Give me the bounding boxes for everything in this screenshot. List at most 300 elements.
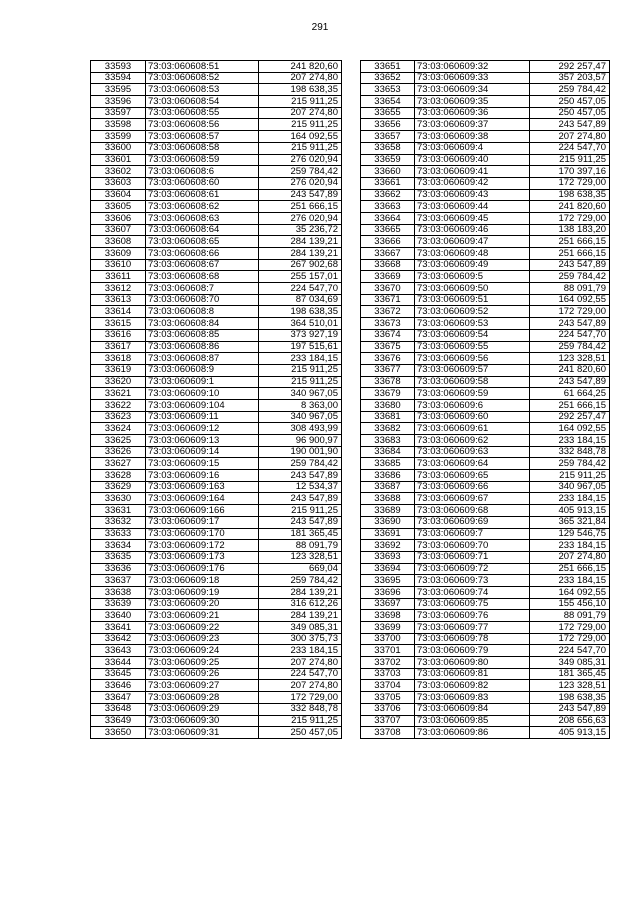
row-number-cell: 33610 (91, 259, 146, 271)
value-cell: 251 666,15 (259, 201, 342, 213)
value-cell: 181 365,45 (259, 528, 342, 540)
row-number-cell: 33603 (91, 177, 146, 189)
table-row (361, 353, 610, 365)
cadastral-number-cell: 73:03:060608:54 (146, 96, 259, 108)
cadastral-number-cell: 73:03:060609:173 (146, 551, 259, 563)
value-cell: 233 184,15 (259, 645, 342, 657)
value-cell: 365 321,84 (530, 516, 610, 528)
table-row (91, 516, 342, 528)
table-row (91, 212, 342, 224)
value-cell: 233 184,15 (530, 435, 610, 447)
cadastral-number-cell: 73:03:060609:12 (146, 423, 259, 435)
cadastral-number-cell: 73:03:060609:29 (146, 703, 259, 715)
table-row (91, 271, 342, 283)
value-cell: 259 784,42 (530, 271, 610, 283)
cadastral-number-cell: 73:03:060608:70 (146, 294, 259, 306)
value-cell: 164 092,55 (259, 131, 342, 143)
value-cell: 243 547,89 (259, 189, 342, 201)
table-row (91, 107, 342, 119)
value-cell: 215 911,25 (259, 119, 342, 131)
table-row (361, 481, 610, 493)
cadastral-number-cell: 73:03:060609:86 (415, 727, 530, 739)
table-row (91, 423, 342, 435)
value-cell: 215 911,25 (259, 376, 342, 388)
row-number-cell: 33613 (91, 294, 146, 306)
value-cell: 243 547,89 (530, 703, 610, 715)
table-row (91, 224, 342, 236)
cadastral-number-cell: 73:03:060608:8 (146, 306, 259, 318)
value-cell: 276 020,94 (259, 154, 342, 166)
table-row (361, 341, 610, 353)
row-number-cell: 33609 (91, 248, 146, 260)
value-cell: 349 085,31 (530, 657, 610, 669)
row-number-cell: 33653 (361, 84, 415, 96)
row-number-cell: 33662 (361, 189, 415, 201)
value-cell: 224 547,70 (530, 329, 610, 341)
row-number-cell: 33650 (91, 727, 146, 739)
cadastral-number-cell: 73:03:060609:58 (415, 376, 530, 388)
table-row (361, 598, 610, 610)
table-row (91, 411, 342, 423)
cadastral-number-cell: 73:03:060609:11 (146, 411, 259, 423)
row-number-cell: 33651 (361, 61, 415, 73)
row-number-cell: 33690 (361, 516, 415, 528)
row-number-cell: 33607 (91, 224, 146, 236)
table-row (361, 551, 610, 563)
cadastral-number-cell: 73:03:060609:4 (415, 142, 530, 154)
value-cell: 172 729,00 (530, 177, 610, 189)
row-number-cell: 33661 (361, 177, 415, 189)
cadastral-number-cell: 73:03:060609:82 (415, 680, 530, 692)
value-cell: 170 397,16 (530, 166, 610, 178)
value-cell: 284 139,21 (259, 236, 342, 248)
value-cell: 224 547,70 (259, 283, 342, 295)
cadastral-number-cell: 73:03:060609:83 (415, 692, 530, 704)
table-row (91, 727, 342, 739)
value-cell: 215 911,25 (530, 470, 610, 482)
table-row (361, 376, 610, 388)
value-cell: 123 328,51 (530, 680, 610, 692)
row-number-cell: 33593 (91, 61, 146, 73)
value-cell: 129 546,75 (530, 528, 610, 540)
row-number-cell: 33658 (361, 142, 415, 154)
table-row (91, 446, 342, 458)
table-row (91, 528, 342, 540)
row-number-cell: 33635 (91, 551, 146, 563)
row-number-cell: 33598 (91, 119, 146, 131)
row-number-cell: 33671 (361, 294, 415, 306)
value-cell: 96 900,97 (259, 435, 342, 447)
value-cell: 243 547,89 (530, 376, 610, 388)
table-row (91, 353, 342, 365)
row-number-cell: 33648 (91, 703, 146, 715)
row-number-cell: 33689 (361, 505, 415, 517)
value-cell: 251 666,15 (530, 399, 610, 411)
row-number-cell: 33694 (361, 563, 415, 575)
row-number-cell: 33698 (361, 610, 415, 622)
value-cell: 251 666,15 (530, 248, 610, 260)
cadastral-number-cell: 73:03:060609:176 (146, 563, 259, 575)
cadastral-number-cell: 73:03:060609:73 (415, 575, 530, 587)
value-cell: 172 729,00 (530, 306, 610, 318)
cadastral-number-cell: 73:03:060609:7 (415, 528, 530, 540)
cadastral-number-cell: 73:03:060609:34 (415, 84, 530, 96)
table-row (361, 435, 610, 447)
table-row (91, 563, 342, 575)
row-number-cell: 33644 (91, 657, 146, 669)
table-row (361, 645, 610, 657)
row-number-cell: 33595 (91, 84, 146, 96)
row-number-cell: 33659 (361, 154, 415, 166)
cadastral-number-cell: 73:03:060609:16 (146, 470, 259, 482)
value-cell: 207 274,80 (259, 680, 342, 692)
value-cell: 224 547,70 (530, 645, 610, 657)
table-row (361, 657, 610, 669)
row-number-cell: 33600 (91, 142, 146, 154)
row-number-cell: 33697 (361, 598, 415, 610)
row-number-cell: 33618 (91, 353, 146, 365)
cadastral-number-cell: 73:03:060608:55 (146, 107, 259, 119)
value-cell: 243 547,89 (259, 493, 342, 505)
row-number-cell: 33605 (91, 201, 146, 213)
table-row (91, 306, 342, 318)
row-number-cell: 33674 (361, 329, 415, 341)
cadastral-number-cell: 73:03:060608:86 (146, 341, 259, 353)
value-cell: 308 493,99 (259, 423, 342, 435)
cadastral-number-cell: 73:03:060608:64 (146, 224, 259, 236)
row-number-cell: 33680 (361, 399, 415, 411)
cadastral-number-cell: 73:03:060608:62 (146, 201, 259, 213)
table-row (91, 586, 342, 598)
table-row (91, 142, 342, 154)
value-cell: 349 085,31 (259, 622, 342, 634)
cadastral-number-cell: 73:03:060609:46 (415, 224, 530, 236)
table-row (91, 341, 342, 353)
cadastral-number-cell: 73:03:060608:67 (146, 259, 259, 271)
page-number: 291 (311, 22, 329, 33)
cadastral-number-cell: 73:03:060608:65 (146, 236, 259, 248)
cadastral-number-cell: 73:03:060609:17 (146, 516, 259, 528)
value-cell: 259 784,42 (259, 166, 342, 178)
table-row (361, 610, 610, 622)
row-number-cell: 33688 (361, 493, 415, 505)
table-row (91, 119, 342, 131)
table-row (91, 505, 342, 517)
value-cell: 241 820,60 (259, 61, 342, 73)
table-row (361, 668, 610, 680)
table-row (361, 201, 610, 213)
table-row (361, 692, 610, 704)
cadastral-number-cell: 73:03:060609:75 (415, 598, 530, 610)
cadastral-number-cell: 73:03:060609:59 (415, 388, 530, 400)
row-number-cell: 33654 (361, 96, 415, 108)
cadastral-number-cell: 73:03:060609:25 (146, 657, 259, 669)
cadastral-number-cell: 73:03:060609:45 (415, 212, 530, 224)
row-number-cell: 33641 (91, 622, 146, 634)
cadastral-number-cell: 73:03:060608:59 (146, 154, 259, 166)
value-cell: 233 184,15 (530, 493, 610, 505)
table-row (91, 294, 342, 306)
value-cell: 340 967,05 (259, 388, 342, 400)
value-cell: 88 091,79 (530, 610, 610, 622)
row-number-cell: 33663 (361, 201, 415, 213)
table-row (91, 318, 342, 330)
cadastral-number-cell: 73:03:060609:43 (415, 189, 530, 201)
table-row (361, 516, 610, 528)
value-cell: 251 666,15 (530, 563, 610, 575)
cadastral-number-cell: 73:03:060609:14 (146, 446, 259, 458)
table-row (361, 528, 610, 540)
value-cell: 172 729,00 (530, 212, 610, 224)
cadastral-number-cell: 73:03:060609:55 (415, 341, 530, 353)
row-number-cell: 33623 (91, 411, 146, 423)
table-row (361, 727, 610, 739)
cadastral-number-cell: 73:03:060608:53 (146, 84, 259, 96)
cadastral-number-cell: 73:03:060609:164 (146, 493, 259, 505)
value-cell: 198 638,35 (259, 306, 342, 318)
value-cell: 207 274,80 (259, 657, 342, 669)
value-cell: 340 967,05 (530, 481, 610, 493)
cadastral-number-cell: 73:03:060609:72 (415, 563, 530, 575)
table-row (361, 411, 610, 423)
row-number-cell: 33672 (361, 306, 415, 318)
cadastral-number-cell: 73:03:060609:19 (146, 586, 259, 598)
value-cell: 181 365,45 (530, 668, 610, 680)
cadastral-number-cell: 73:03:060609:61 (415, 423, 530, 435)
row-number-cell: 33630 (91, 493, 146, 505)
cadastral-number-cell: 73:03:060609:28 (146, 692, 259, 704)
cadastral-number-cell: 73:03:060609:26 (146, 668, 259, 680)
row-number-cell: 33665 (361, 224, 415, 236)
table-row (91, 376, 342, 388)
row-number-cell: 33675 (361, 341, 415, 353)
row-number-cell: 33612 (91, 283, 146, 295)
row-number-cell: 33699 (361, 622, 415, 634)
cadastral-number-cell: 73:03:060609:166 (146, 505, 259, 517)
value-cell: 215 911,25 (259, 505, 342, 517)
table-row (361, 318, 610, 330)
value-cell: 241 820,60 (530, 201, 610, 213)
cadastral-number-cell: 73:03:060609:57 (415, 364, 530, 376)
table-row (91, 189, 342, 201)
table-row (361, 248, 610, 260)
row-number-cell: 33637 (91, 575, 146, 587)
cadastral-number-cell: 73:03:060609:163 (146, 481, 259, 493)
value-cell: 207 274,80 (530, 131, 610, 143)
row-number-cell: 33601 (91, 154, 146, 166)
table-row (91, 703, 342, 715)
table-row (361, 586, 610, 598)
table-row (91, 283, 342, 295)
table-row (361, 154, 610, 166)
cadastral-number-cell: 73:03:060609:49 (415, 259, 530, 271)
row-number-cell: 33614 (91, 306, 146, 318)
table-row (361, 563, 610, 575)
cadastral-number-cell: 73:03:060609:20 (146, 598, 259, 610)
row-number-cell: 33624 (91, 423, 146, 435)
value-cell: 259 784,42 (530, 341, 610, 353)
table-row (361, 271, 610, 283)
value-cell: 250 457,05 (530, 107, 610, 119)
table-row (361, 329, 610, 341)
row-number-cell: 33626 (91, 446, 146, 458)
value-cell: 207 274,80 (259, 107, 342, 119)
row-number-cell: 33646 (91, 680, 146, 692)
cadastral-number-cell: 73:03:060609:32 (415, 61, 530, 73)
table-row (91, 166, 342, 178)
value-cell: 300 375,73 (259, 633, 342, 645)
value-cell: 267 902,68 (259, 259, 342, 271)
row-number-cell: 33693 (361, 551, 415, 563)
cadastral-number-cell: 73:03:060609:41 (415, 166, 530, 178)
value-cell: 292 257,47 (530, 61, 610, 73)
cadastral-number-cell: 73:03:060609:38 (415, 131, 530, 143)
row-number-cell: 33621 (91, 388, 146, 400)
cadastral-number-cell: 73:03:060609:40 (415, 154, 530, 166)
table-row (361, 294, 610, 306)
value-cell: 172 729,00 (259, 692, 342, 704)
table-row (361, 470, 610, 482)
cadastral-number-cell: 73:03:060609:54 (415, 329, 530, 341)
value-cell: 276 020,94 (259, 212, 342, 224)
value-cell: 243 547,89 (530, 259, 610, 271)
cadastral-number-cell: 73:03:060609:84 (415, 703, 530, 715)
row-number-cell: 33701 (361, 645, 415, 657)
value-cell: 190 001,90 (259, 446, 342, 458)
cadastral-number-cell: 73:03:060609:50 (415, 283, 530, 295)
value-cell: 250 457,05 (530, 96, 610, 108)
table-row (91, 598, 342, 610)
row-number-cell: 33596 (91, 96, 146, 108)
table-row (91, 668, 342, 680)
row-number-cell: 33704 (361, 680, 415, 692)
table-row (361, 306, 610, 318)
table-row (361, 575, 610, 587)
row-number-cell: 33632 (91, 516, 146, 528)
cadastral-number-cell: 73:03:060608:60 (146, 177, 259, 189)
table-row (361, 107, 610, 119)
table-row (91, 154, 342, 166)
row-number-cell: 33676 (361, 353, 415, 365)
cadastral-number-cell: 73:03:060609:44 (415, 201, 530, 213)
row-number-cell: 33678 (361, 376, 415, 388)
row-number-cell: 33602 (91, 166, 146, 178)
value-cell: 197 515,61 (259, 341, 342, 353)
row-number-cell: 33628 (91, 470, 146, 482)
row-number-cell: 33670 (361, 283, 415, 295)
row-number-cell: 33684 (361, 446, 415, 458)
cadastral-number-cell: 73:03:060609:85 (415, 715, 530, 727)
table-row (91, 248, 342, 260)
row-number-cell: 33645 (91, 668, 146, 680)
value-cell: 243 547,89 (530, 119, 610, 131)
value-cell: 251 666,15 (530, 236, 610, 248)
table-row (361, 212, 610, 224)
row-number-cell: 33611 (91, 271, 146, 283)
row-number-cell: 33706 (361, 703, 415, 715)
value-cell: 357 203,57 (530, 72, 610, 84)
table-row (91, 259, 342, 271)
row-number-cell: 33640 (91, 610, 146, 622)
cadastral-number-cell: 73:03:060609:23 (146, 633, 259, 645)
value-cell: 284 139,21 (259, 586, 342, 598)
cadastral-number-cell: 73:03:060609:27 (146, 680, 259, 692)
table-row (361, 633, 610, 645)
row-number-cell: 33631 (91, 505, 146, 517)
table-row (91, 61, 342, 73)
cadastral-number-cell: 73:03:060609:13 (146, 435, 259, 447)
table-row (361, 399, 610, 411)
table-row (361, 388, 610, 400)
table-row (361, 715, 610, 727)
value-cell: 198 638,35 (530, 189, 610, 201)
table-row (361, 364, 610, 376)
table-row (361, 259, 610, 271)
row-number-cell: 33647 (91, 692, 146, 704)
value-cell: 207 274,80 (530, 551, 610, 563)
row-number-cell: 33686 (361, 470, 415, 482)
cadastral-number-cell: 73:03:060609:71 (415, 551, 530, 563)
cadastral-number-cell: 73:03:060608:56 (146, 119, 259, 131)
row-number-cell: 33620 (91, 376, 146, 388)
table-row (91, 435, 342, 447)
table-row (91, 481, 342, 493)
table-row (361, 680, 610, 692)
cadastral-number-cell: 73:03:060608:58 (146, 142, 259, 154)
row-number-cell: 33625 (91, 435, 146, 447)
row-number-cell: 33685 (361, 458, 415, 470)
row-number-cell: 33597 (91, 107, 146, 119)
value-cell: 332 848,78 (259, 703, 342, 715)
cadastral-number-cell: 73:03:060609:70 (415, 540, 530, 552)
row-number-cell: 33634 (91, 540, 146, 552)
cadastral-number-cell: 73:03:060609:52 (415, 306, 530, 318)
table-row (361, 703, 610, 715)
cadastral-number-cell: 73:03:060609:51 (415, 294, 530, 306)
cadastral-number-cell: 73:03:060609:21 (146, 610, 259, 622)
table-row (91, 399, 342, 411)
table-row (361, 540, 610, 552)
cadastral-number-cell: 73:03:060609:42 (415, 177, 530, 189)
table-row (91, 493, 342, 505)
row-number-cell: 33617 (91, 341, 146, 353)
cadastral-number-cell: 73:03:060609:79 (415, 645, 530, 657)
value-cell: 88 091,79 (259, 540, 342, 552)
value-cell: 259 784,42 (530, 84, 610, 96)
table-row (91, 633, 342, 645)
row-number-cell: 33687 (361, 481, 415, 493)
table-row (91, 72, 342, 84)
cadastral-number-cell: 73:03:060609:24 (146, 645, 259, 657)
cadastral-number-cell: 73:03:060609:76 (415, 610, 530, 622)
row-number-cell: 33649 (91, 715, 146, 727)
table-row (91, 645, 342, 657)
cadastral-number-cell: 73:03:060609:65 (415, 470, 530, 482)
value-cell: 284 139,21 (259, 610, 342, 622)
table-row (91, 131, 342, 143)
cadastral-number-cell: 73:03:060609:66 (415, 481, 530, 493)
value-cell: 284 139,21 (259, 248, 342, 260)
value-cell: 35 236,72 (259, 224, 342, 236)
table-row (91, 201, 342, 213)
cadastral-number-cell: 73:03:060608:57 (146, 131, 259, 143)
value-cell: 255 157,01 (259, 271, 342, 283)
value-cell: 215 911,25 (259, 364, 342, 376)
row-number-cell: 33708 (361, 727, 415, 739)
cadastral-number-cell: 73:03:060609:67 (415, 493, 530, 505)
row-number-cell: 33599 (91, 131, 146, 143)
value-cell: 88 091,79 (530, 283, 610, 295)
